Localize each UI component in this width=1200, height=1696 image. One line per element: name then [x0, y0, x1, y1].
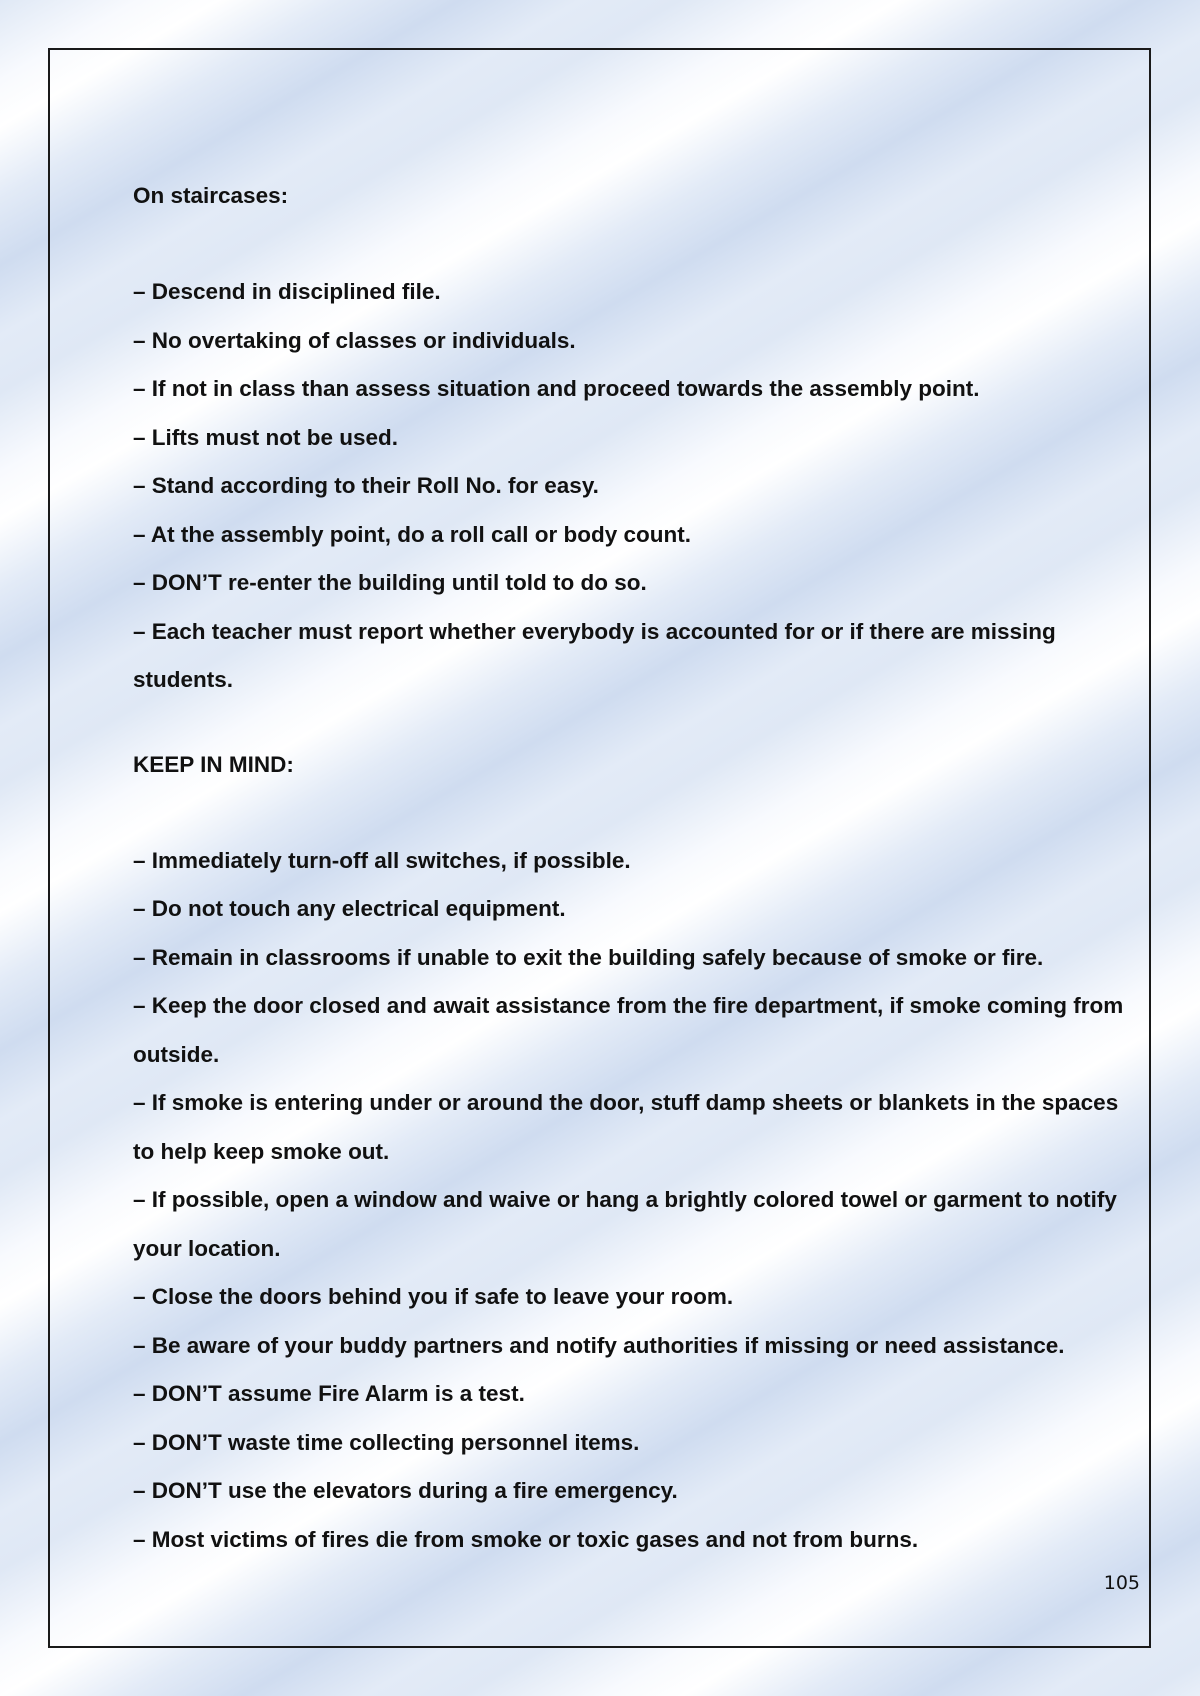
document-body [133, 178, 1143, 1564]
list-item: – Stand according to their Roll No. for easy. [133, 473, 599, 498]
list-item: – Remain in classrooms if unable to exit the building safely because of smoke or fire. [133, 944, 1044, 970]
list-item: – At the assembly point, do a roll call or body count. [133, 521, 691, 547]
list-item: – Lifts must not be used. [133, 424, 399, 450]
list-item: – No overtaking of classes or individuals. [133, 327, 576, 353]
list-item: – If not in class than assess situation and proceed towards the assembly point. [133, 376, 980, 401]
list-item: – DON’T waste time collecting personnel items. [133, 1429, 640, 1455]
list-item: – DON’T assume Fire Alarm is a test. [133, 1381, 525, 1406]
list-item: – DON’T re-enter the building until told to do so. [133, 570, 647, 595]
page-number: 105 [1103, 1572, 1140, 1594]
list-item: – Be aware of your buddy partners and notify authorities if missing or need assistance. [133, 1332, 1065, 1358]
keep-in-mind-list [133, 837, 1143, 1565]
spacer [133, 795, 1143, 837]
section-heading-staircases: On staircases: [133, 183, 289, 208]
list-item: – Each teacher must report whether everybody is accounted for or if there are missing students. [133, 618, 1056, 692]
spacer [133, 226, 1143, 268]
list-item: – Close the doors behind you if safe to leave your room. [133, 1284, 734, 1309]
list-item: – Immediately turn-off all switches, if possible. [133, 847, 631, 873]
list-item: – Do not touch any electrical equipment. [133, 896, 566, 921]
list-item: – If possible, open a window and waive or hang a brightly colored towel or garment to notify your location. [133, 1187, 1117, 1261]
list-item: – DON’T use the elevators during a fire emergency. [133, 1478, 678, 1503]
list-item: – If smoke is entering under or around the door, stuff damp sheets or blankets in the spaces to help keep smoke out. [133, 1090, 1119, 1164]
spacer [133, 705, 1143, 747]
section-heading-keep-in-mind: KEEP IN MIND: [133, 751, 294, 777]
staircase-rules-list [133, 268, 1143, 705]
list-item: – Keep the door closed and await assistance from the fire department, if smoke coming from outside. [133, 993, 1124, 1067]
list-item: – Most victims of fires die from smoke or toxic gases and not from burns. [133, 1526, 919, 1552]
list-item: – Descend in disciplined file. [133, 279, 441, 304]
